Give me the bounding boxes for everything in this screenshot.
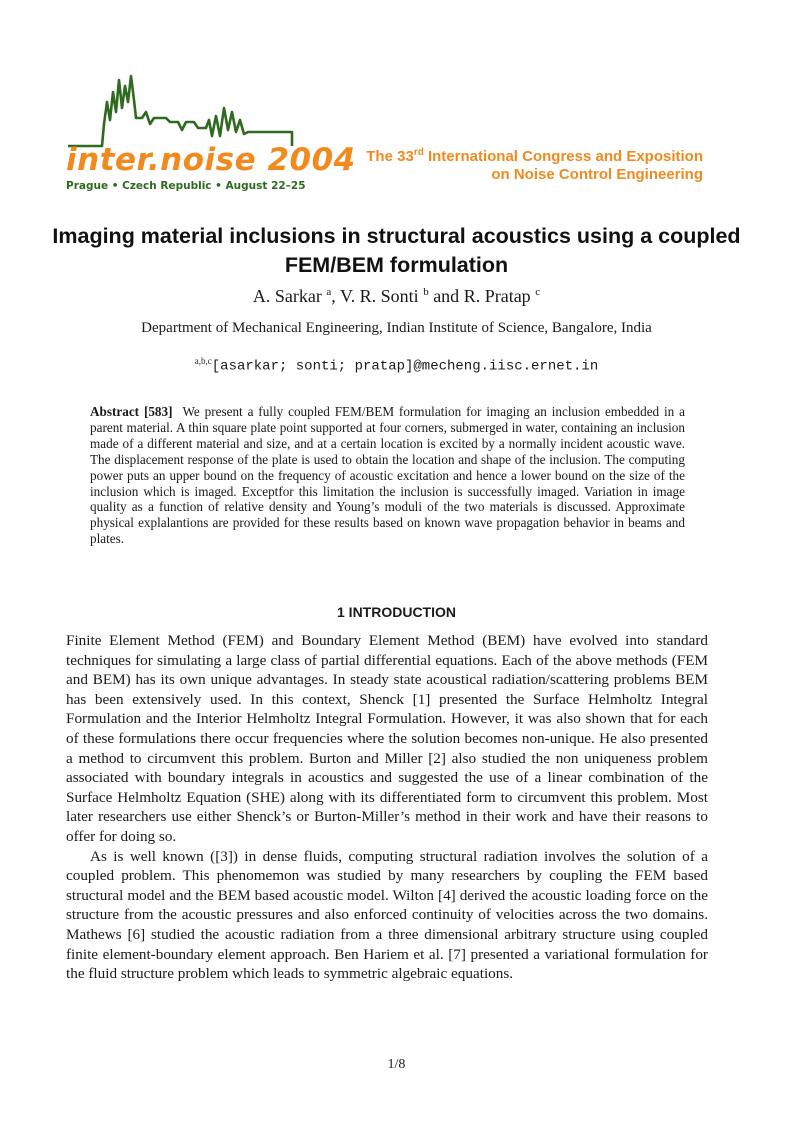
conference-logo — [66, 72, 356, 197]
author-list: A. Sarkar $^a$, V. R. Sonti $^b$ and R. Pratap $^c$ — [252, 286, 541, 306]
conference-line-2: on Noise Control Engineering — [491, 166, 703, 183]
abstract — [90, 404, 685, 547]
author-name: R. Pratap — [463, 286, 531, 306]
author-name: V. R. Sonti — [339, 286, 419, 306]
author-name: A. Sarkar — [252, 286, 322, 306]
conference-name — [330, 144, 703, 184]
logo-wordmark: inter.noise 2004 — [66, 142, 356, 178]
noise-waveform-icon — [66, 72, 298, 152]
author-affiliation: b — [423, 286, 429, 298]
logo-subtitle: Prague • Czech Republic • August 22–25 — [66, 180, 306, 192]
author-emails: $^{a,b,c}$[asarkar; sonti; pratap]@mecheng.iisc.ernet.in — [194, 356, 599, 375]
abstract-text: We present a fully coupled FEM/BEM formulation for imaging an inclusion embedded in a parent material. A thin square plate point supported at four corners, submerged in water, containing an inclusion made of a different material and size, and at a certain location is excited by a normally incident acoustic wave. The displacement response of the plate is used to obtain the location and shape of the inclusion. The computing power puts an upper bound on the frequency of acoustic excitation and hence a lower bound on the size of the inclusion which is imaged. Exceptfor this limitation the inclusion is successfully imaged. Variation in image quality as a function of relative density and Young’s moduli of the two materials is discussed. Approximate physical explalantions are provided for these results based on known wave propagation behavior in beams and plates. — [90, 404, 685, 547]
author-affiliation: a — [326, 286, 332, 298]
author-affiliation: c — [535, 286, 541, 298]
conference-line-1: The 33rd International Congress and Exposition — [366, 147, 703, 165]
section-heading: 1 INTRODUCTION — [337, 604, 456, 620]
abstract-label: Abstract [583] — [90, 404, 173, 419]
paper-title: Imaging material inclusions in structural acoustics using a coupled FEM/BEM formulation — [52, 224, 741, 277]
page-number: 1/8 — [387, 1057, 406, 1072]
affiliation: Department of Mechanical Engineering, Indian Institute of Science, Bangalore, India — [141, 320, 652, 336]
paragraph: As is well known ([3]) in dense fluids, computing structural radiation involves the solution of a coupled problem. This phenomemon was studied by many researchers by coupling the FEM based structural model and the BEM based acoustic model. Wilton [4] derived the acoustic loading force on the structure from the acoustic pressures and also enforced continuity of velocities across the two domains. Mathews [6] studied the acoustic radiation from a three dimensional arbitrary structure using coupled finite element-boundary element approach. Ben Hariem et al. [7] presented a variational formulation for the fluid structure problem which leads to symmetric algebraic equations. — [66, 847, 708, 983]
section-body — [66, 631, 708, 984]
paragraph: Finite Element Method (FEM) and Boundary Element Method (BEM) have evolved into standard techniques for simulating a large class of partial differential equations. Each of the above methods (FEM and BEM) has its own unique advantages. In steady state acoustical radiation/scattering problems BEM has been extensively used. In this context, Shenck [1] presented the Surface Helmholtz Integral Formulation and the Interior Helmholtz Integral Formulation. However, it was also shown that for each of these formulations there occur frequencies where the solution becomes non-unique. He also presented a method to circumvent this problem. Burton and Miller [2] also studied the non uniqueness problem associated with boundary integrals in acoustics and suggested the use of a linear combination of the Surface Helmholtz Equation (SHE) along with its differentiated form to circumvent this problem. Most later researchers use either Shenck’s or Burton-Miller’s method in their work and have their reasons to offer for doing so. — [66, 632, 708, 845]
